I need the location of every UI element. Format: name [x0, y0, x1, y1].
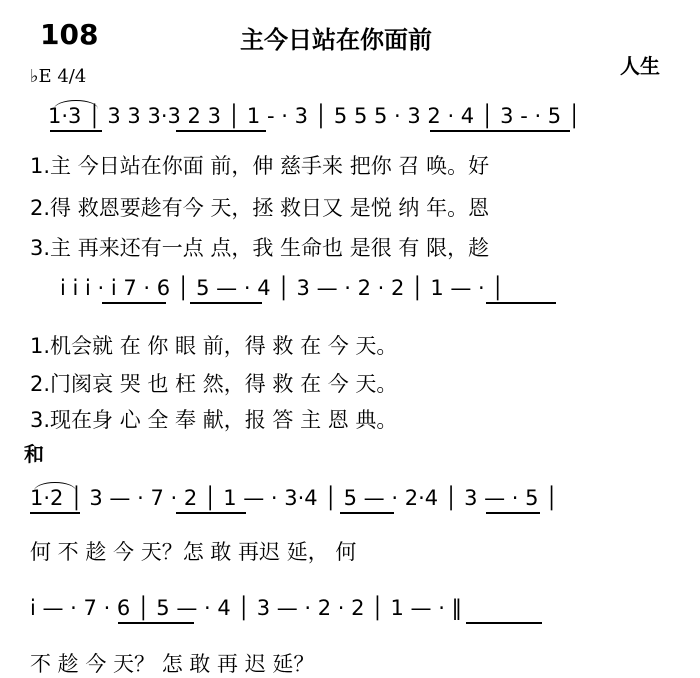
hymn-title: 主今日站在你面前 — [240, 26, 432, 54]
underline — [430, 130, 570, 132]
lyric-row-1-verse-2: 2.得 救恩要趁有今 天，拯 救日又 是悦 纳 年。恩 — [30, 196, 490, 220]
score-row-2-notes: i i i · i 7 · 6 │ 5 — · 4 │ 3 — · 2 · 2 │ 1 — · │ — [60, 276, 505, 300]
section-label: 和 — [24, 442, 44, 466]
lyric-row-2-verse-2: 2.门阂哀 哭 也 枉 然，得 救 在 今 天。 — [30, 372, 398, 396]
underline — [118, 622, 194, 624]
underline — [50, 130, 102, 132]
lyric-row-2-verse-1: 1.机会就 在 你 眼 前，得 救 在 今 天。 — [30, 334, 398, 358]
hymn-category: 人生 — [620, 54, 660, 78]
lyric-row-1-verse-1: 1.主 今日站在你面 前，伸 慈手来 把你 召 唤。好 — [30, 154, 490, 178]
underline — [176, 512, 246, 514]
lyric-row-3: 何 不 趁 今 天？怎 敢 再迟 延， 何 — [30, 540, 357, 564]
underline — [486, 302, 556, 304]
underline — [466, 622, 542, 624]
score-row-3-notes: 1·2 │ 3 — · 7 · 2 │ 1 — · 3·4 │ 5 — · 2·4 │ 3 — · 5 │ — [30, 486, 558, 510]
lyric-row-1-verse-3: 3.主 再来还有一点 点，我 生命也 是很 有 限，趁 — [30, 236, 490, 260]
slur — [54, 100, 98, 109]
underline — [102, 302, 166, 304]
score-row-4-notes: i — · 7 · 6 │ 5 — · 4 │ 3 — · 2 · 2 │ 1 — · ‖ — [30, 596, 463, 620]
key-signature: ♭E 4/4 — [30, 66, 87, 87]
score-row-1-notes: 1·3 │ 3 3 3·3 2 3 │ 1 - · 3 │ 5 5 5 · 3 2 · 4 │ 3 - · 5 │ — [48, 104, 581, 128]
underline — [176, 130, 266, 132]
lyric-row-4: 不 趁 今 天？ 怎 敢 再 迟 延？ — [30, 652, 315, 676]
underline — [486, 512, 540, 514]
underline — [190, 302, 262, 304]
slur — [34, 482, 76, 491]
hymn-number: 108 — [40, 18, 99, 51]
underline — [340, 512, 394, 514]
lyric-row-2-verse-3: 3.现在身 心 全 奉 献，报 答 主 恩 典。 — [30, 408, 398, 432]
underline — [30, 512, 80, 514]
